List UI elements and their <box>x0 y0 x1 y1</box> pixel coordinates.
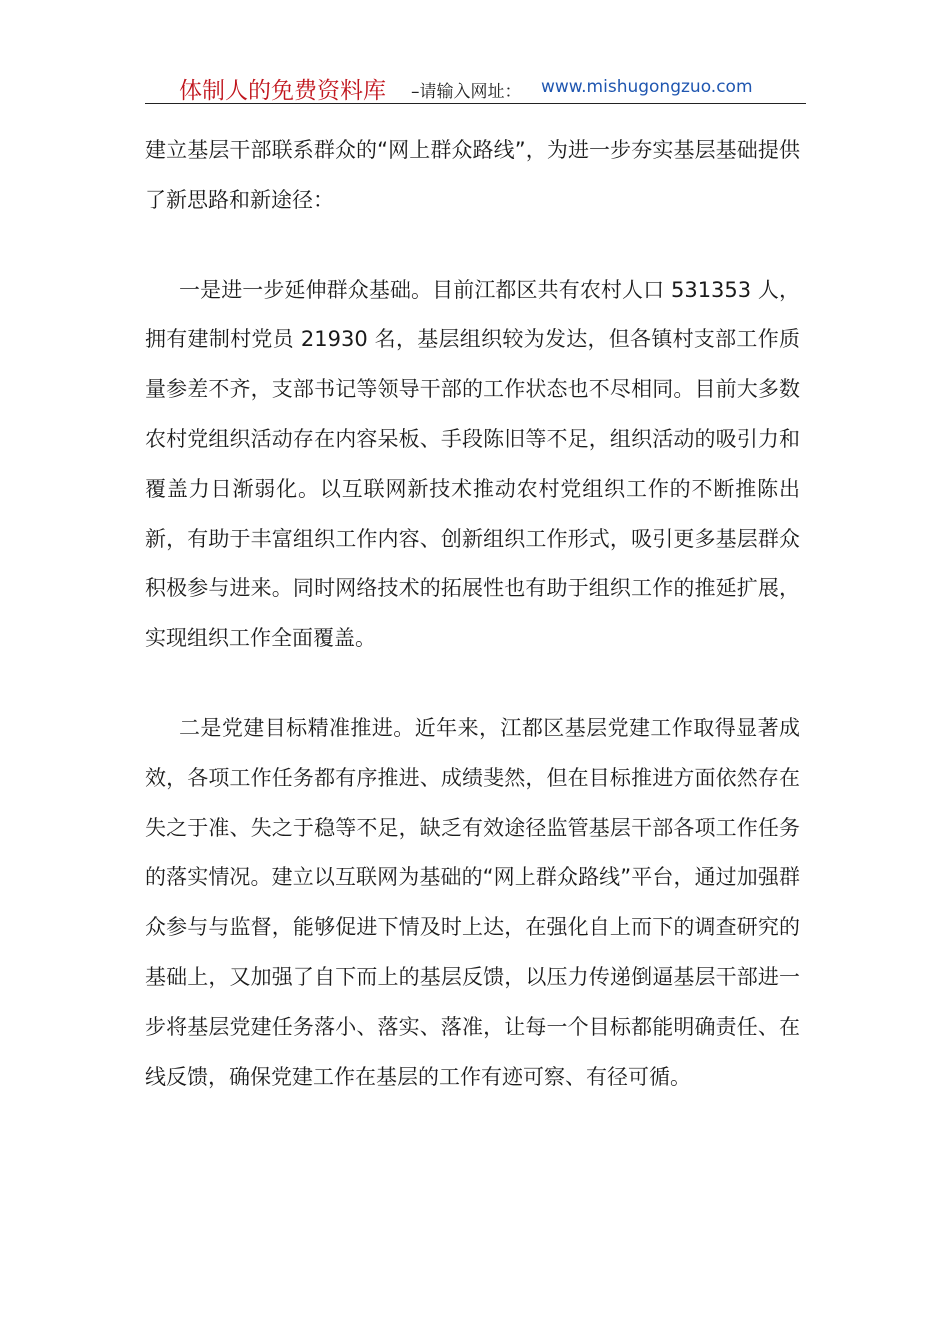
page-header <box>145 70 806 104</box>
document-body <box>145 126 800 1102</box>
site-url-link[interactable]: www.mishugongzuo.com <box>541 77 753 97</box>
paragraph-intro: 建立基层干部联系群众的“网上群众路线”，为进一步夯实基层基础提供了新思路和新途径： <box>145 138 800 212</box>
paragraph-point-two: 二是党建目标精准推进。近年来，江都区基层党建工作取得显著成效，各项工作任务都有序推进、成绩斐然，但在目标推进方面依然存在失之于准、失之于稳等不足，缺乏有效途径监管基层干部各项工作任务的落实情况。建立以互联网为基础的“网上群众路线”平台，通过加强群众参与与监督，能够促进下情及时上达，在强化自上而下的调查研究的基础上，又加强了自下而上的基层反馈，以压力传递倒逼基层干部进一步将基层党建任务落小、落实、落准，让每一个目标都能明确责任、在线反馈，确保党建工作在基层的工作有迹可察、有径可循。 <box>145 715 800 1089</box>
paragraph-point-one: 一是进一步延伸群众基础。目前江都区共有农村人口 531353 人，拥有建制村党员 21930 名，基层组织较为发达，但各镇村支部工作质量参差不齐，支部书记等领导干部的工作状态也不尽相同。目前大多数农村党组织活动存在内容呆板、手段陈旧等不足，组织活动的吸引力和覆盖力日渐弱化。以互联网新技术推动农村党组织工作的不断推陈出新，有助于丰富组织工作内容、创新组织工作形式，吸引更多基层群众积极参与进来。同时网络技术的拓展性也有助于组织工作的推延扩展，实现组织工作全面覆盖。 <box>145 277 800 651</box>
url-prompt: –请输入网址： <box>411 82 522 102</box>
site-brand: 体制人的免费资料库 <box>179 78 386 104</box>
